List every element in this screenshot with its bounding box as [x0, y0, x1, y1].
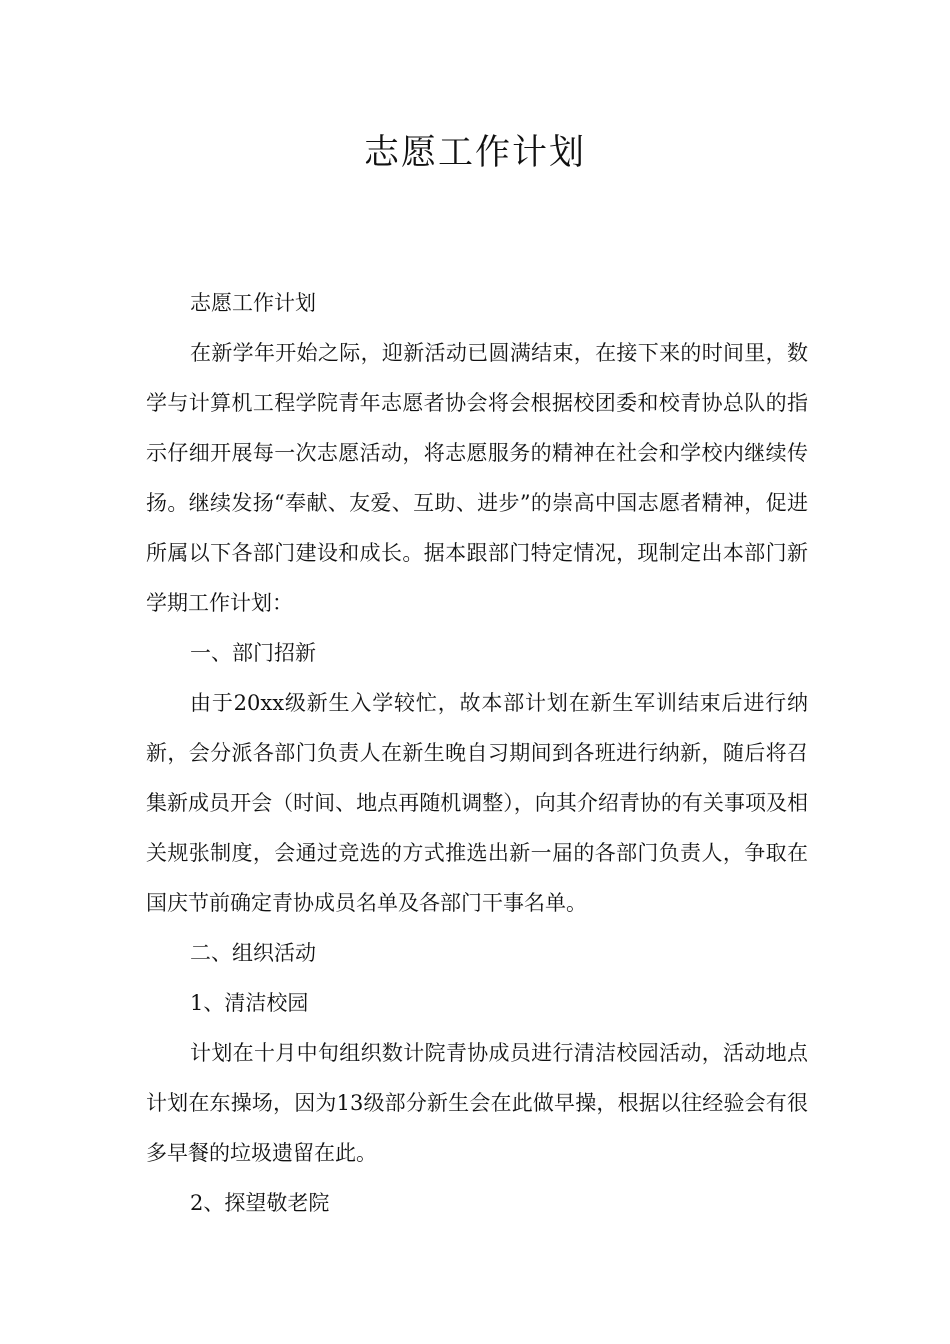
- paragraph-subtitle: 志愿工作计划: [190, 291, 316, 315]
- paragraph-intro: 在新学年开始之际，迎新活动已圆满结束，在接下来的时间里，数学与计算机工程学院青年志愿者协会将会根据校团委和校青协总队的指示仔细开展每一次志愿活动，将志愿服务的精神在社会和学校内继续传扬。继续发扬“奉献、友爱、互助、进步”的崇高中国志愿者精神，促进所属以下各部门建设和成长。据本跟部门特定情况，现制定出本部门新学期工作计划：: [146, 341, 808, 615]
- document-title: 志愿工作计划: [363, 133, 586, 173]
- section-heading-recruitment: 一、部门招新: [190, 641, 316, 665]
- paragraph-cleaning: 计划在十月中旬组织数计院青协成员进行清洁校园活动，活动地点计划在东操场，因为13级部分新生会在此做早操，根据以往经验会有很多早餐的垃圾遗留在此。: [146, 1041, 808, 1165]
- document-body: [146, 278, 808, 1228]
- paragraph-recruitment: 由于20xx级新生入学较忙，故本部计划在新生军训结束后进行纳新，会分派各部门负责人在新生晚自习期间到各班进行纳新，随后将召集新成员开会（时间、地点再随机调整），向其介绍青协的有关事项及相关规张制度，会通过竞选的方式推选出新一届的各部门负责人，争取在国庆节前确定青协成员名单及各部门干事名单。: [146, 691, 808, 915]
- subsection-heading-nursing-home: 2、探望敬老院: [190, 1191, 330, 1215]
- section-heading-activities: 二、组织活动: [190, 941, 316, 965]
- subsection-heading-cleaning: 1、清洁校园: [190, 991, 309, 1015]
